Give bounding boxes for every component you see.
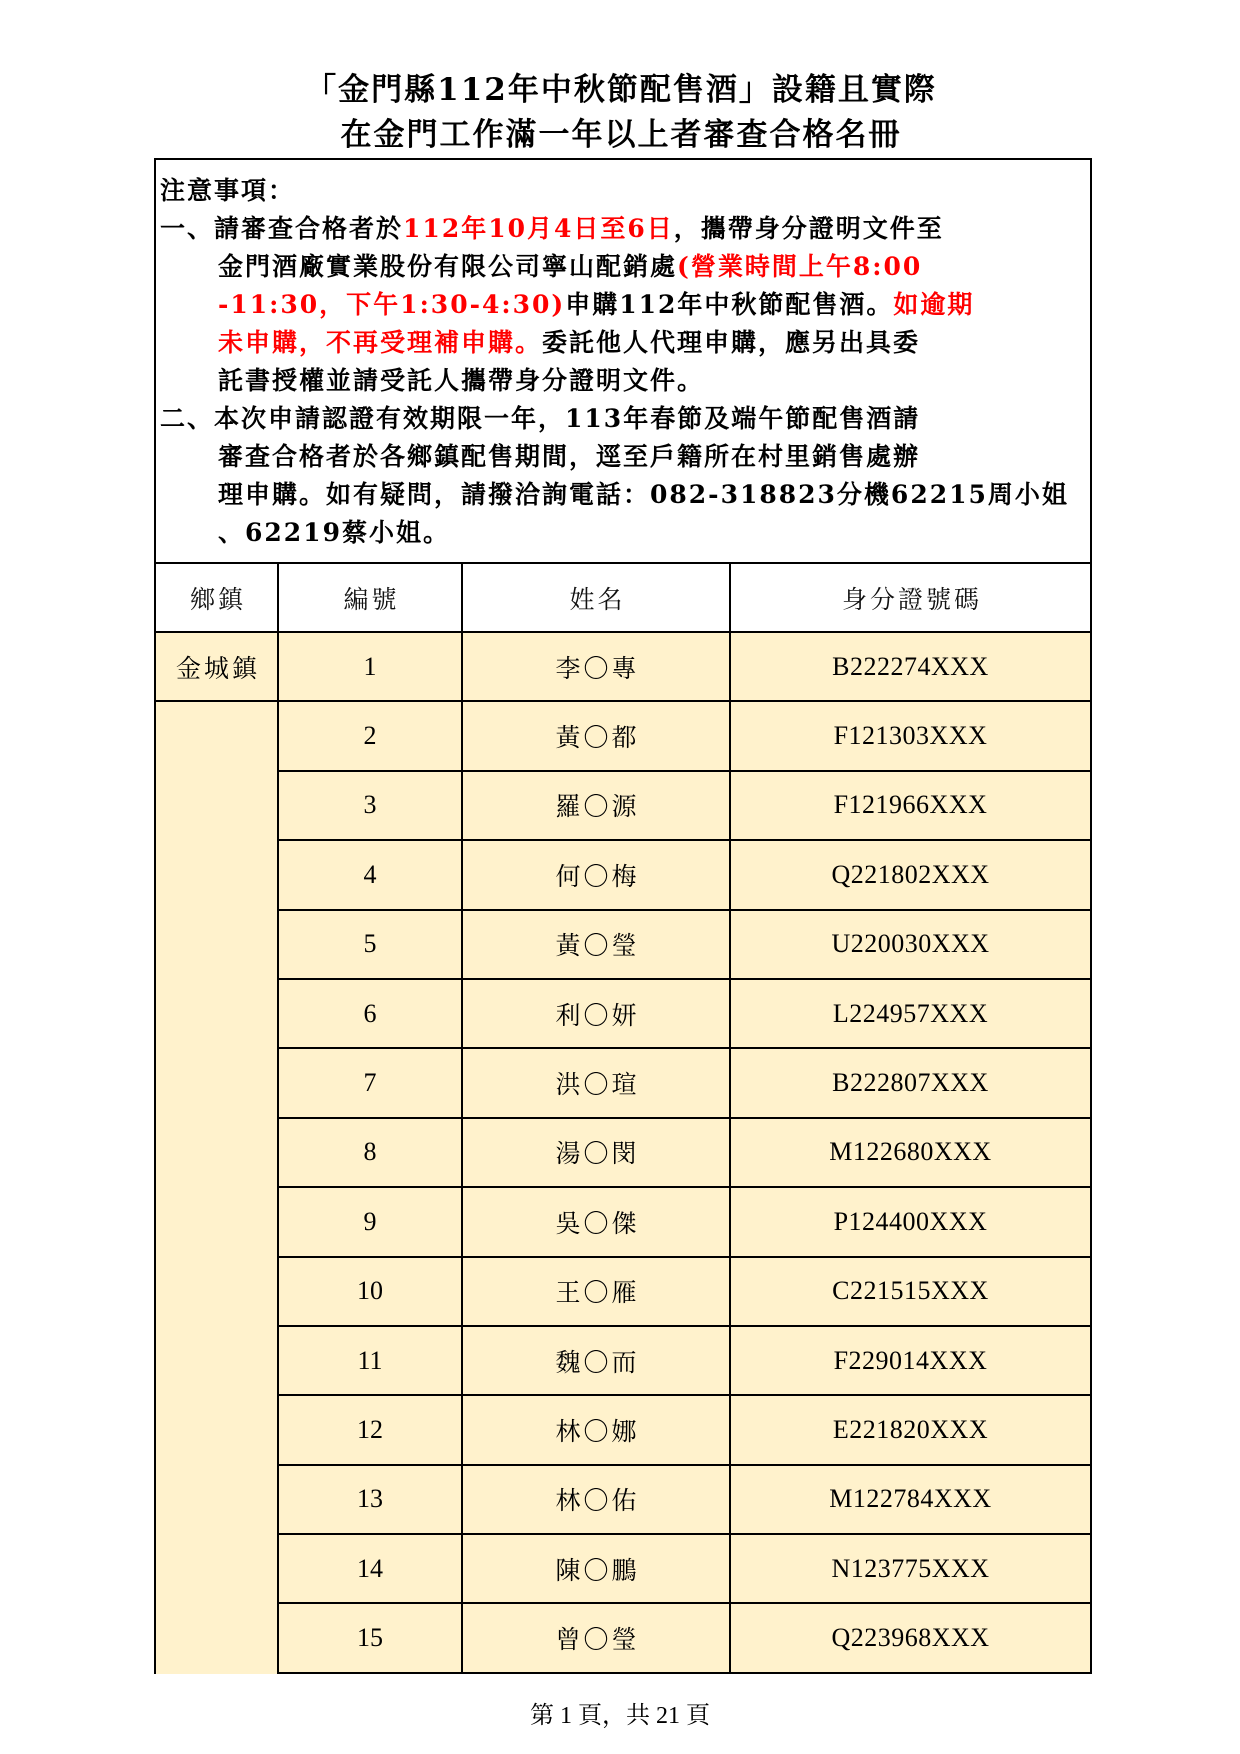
row-2-id-number: F121303XXX	[731, 702, 1092, 771]
row-10-name: 王〇雁	[463, 1258, 731, 1327]
row-8-name: 湯〇閔	[463, 1119, 731, 1188]
row-11-id-number: F229014XXX	[731, 1327, 1092, 1396]
notice-text: 金門酒廠實業股份有限公司寧山配銷處	[218, 252, 678, 281]
row-3-name: 羅〇源	[463, 772, 731, 841]
notice-text: ，攜帶身分證明文件至	[673, 214, 944, 243]
row-9-id-number: P124400XXX	[731, 1188, 1092, 1257]
row-11-number: 11	[279, 1327, 463, 1396]
row-5-id-number: U220030XXX	[731, 911, 1092, 980]
row-4-number: 4	[279, 841, 463, 910]
row-8-number: 8	[279, 1119, 463, 1188]
row-5-number: 5	[279, 911, 463, 980]
notice-item-2-marker: 二、	[160, 404, 215, 433]
document-title	[0, 68, 1240, 158]
header-township: 鄉鎮	[156, 564, 279, 633]
title-line-2: 在金門工作滿一年以上者審查合格名冊	[340, 117, 902, 153]
title-line-1: 「金門縣112年中秋節配售酒」設籍且實際	[305, 72, 937, 108]
row-10-id-number: C221515XXX	[731, 1258, 1092, 1327]
row-11-name: 魏〇而	[463, 1327, 731, 1396]
notice-highlight-warning: 未申購，不再受理補申購。	[218, 328, 543, 357]
row-6-name: 利〇妍	[463, 980, 731, 1049]
notice-highlight-warning: 如逾期	[893, 290, 975, 319]
row-4-id-number: Q221802XXX	[731, 841, 1092, 910]
row-7-number: 7	[279, 1049, 463, 1118]
notice-item-2-line-3	[160, 476, 1090, 514]
row-3-number: 3	[279, 772, 463, 841]
notice-item-2-line-2	[160, 438, 1090, 476]
row-1-name: 李〇專	[463, 633, 731, 702]
row-14-id-number: N123775XXX	[731, 1535, 1092, 1604]
notice-item-2-line-4	[160, 514, 1090, 552]
row-1-id-number: B222274XXX	[731, 633, 1092, 702]
row-13-name: 林〇佑	[463, 1466, 731, 1535]
notice-highlight-hours: -11:30，下午1:30-4:30)	[218, 290, 566, 319]
page-footer: 第 1 頁，共 21 頁	[530, 1703, 710, 1729]
notice-highlight-date: 112年10月4日至6日	[403, 214, 674, 243]
row-13-number: 13	[279, 1466, 463, 1535]
header-name: 姓名	[463, 564, 731, 633]
row-6-id-number: L224957XXX	[731, 980, 1092, 1049]
row-10-number: 10	[279, 1258, 463, 1327]
notice-text: 委託他人代理申購，應另出具委	[542, 328, 921, 357]
notice-box	[154, 158, 1092, 564]
row-6-number: 6	[279, 980, 463, 1049]
row-12-number: 12	[279, 1396, 463, 1465]
notice-text: 理申購。如有疑問，請撥洽詢電話：082-318823分機62215周小姐	[218, 480, 1069, 509]
notice-item-1-line-4	[160, 324, 1090, 362]
row-3-id-number: F121966XXX	[731, 772, 1092, 841]
row-5-name: 黃〇瑩	[463, 911, 731, 980]
row-7-name: 洪〇瑄	[463, 1049, 731, 1118]
row-2-name: 黃〇都	[463, 702, 731, 771]
row-15-name: 曾〇瑩	[463, 1604, 731, 1673]
row-2-number: 2	[279, 702, 463, 771]
row-4-name: 何〇梅	[463, 841, 731, 910]
header-id-number: 身分證號碼	[731, 564, 1092, 633]
row-7-id-number: B222807XXX	[731, 1049, 1092, 1118]
row-9-name: 吳〇傑	[463, 1188, 731, 1257]
row-12-name: 林〇娜	[463, 1396, 731, 1465]
row-8-id-number: M122680XXX	[731, 1119, 1092, 1188]
notice-text: 託書授權並請受託人攜帶身分證明文件。	[218, 366, 705, 395]
row-13-id-number: M122784XXX	[731, 1466, 1092, 1535]
row-14-number: 14	[279, 1535, 463, 1604]
notice-highlight-hours: (營業時間上午8:00	[677, 252, 923, 281]
row-14-name: 陳〇鵬	[463, 1535, 731, 1604]
row-9-number: 9	[279, 1188, 463, 1257]
notice-item-2-line-1	[160, 400, 1090, 438]
notice-item-1-line-5	[160, 362, 1090, 400]
notice-text: 申購112年中秋節配售酒。	[565, 290, 894, 319]
row-15-number: 15	[279, 1604, 463, 1673]
notice-text: 本次申請認證有效期限一年，113年春節及端午節配售酒請	[214, 404, 921, 433]
row-12-id-number: E221820XXX	[731, 1396, 1092, 1465]
township-merged-cell	[156, 702, 279, 1673]
header-number: 編號	[279, 564, 463, 633]
roster-table	[154, 562, 1092, 1674]
notice-item-1-line-3	[160, 286, 1090, 324]
notice-text: 、62219蔡小姐。	[218, 518, 450, 547]
notice-item-1-line-2	[160, 248, 1090, 286]
notice-text: 請審查合格者於	[214, 214, 404, 243]
row-15-id-number: Q223968XXX	[731, 1604, 1092, 1673]
row-1-township: 金城鎮	[156, 633, 279, 702]
notice-item-1-line-1	[160, 210, 1090, 248]
notice-item-1-marker: 一、	[160, 214, 215, 243]
notice-text: 審查合格者於各鄉鎮配售期間，逕至戶籍所在村里銷售處辦	[218, 442, 921, 471]
notice-heading: 注意事項：	[160, 176, 296, 205]
row-1-number: 1	[279, 633, 463, 702]
